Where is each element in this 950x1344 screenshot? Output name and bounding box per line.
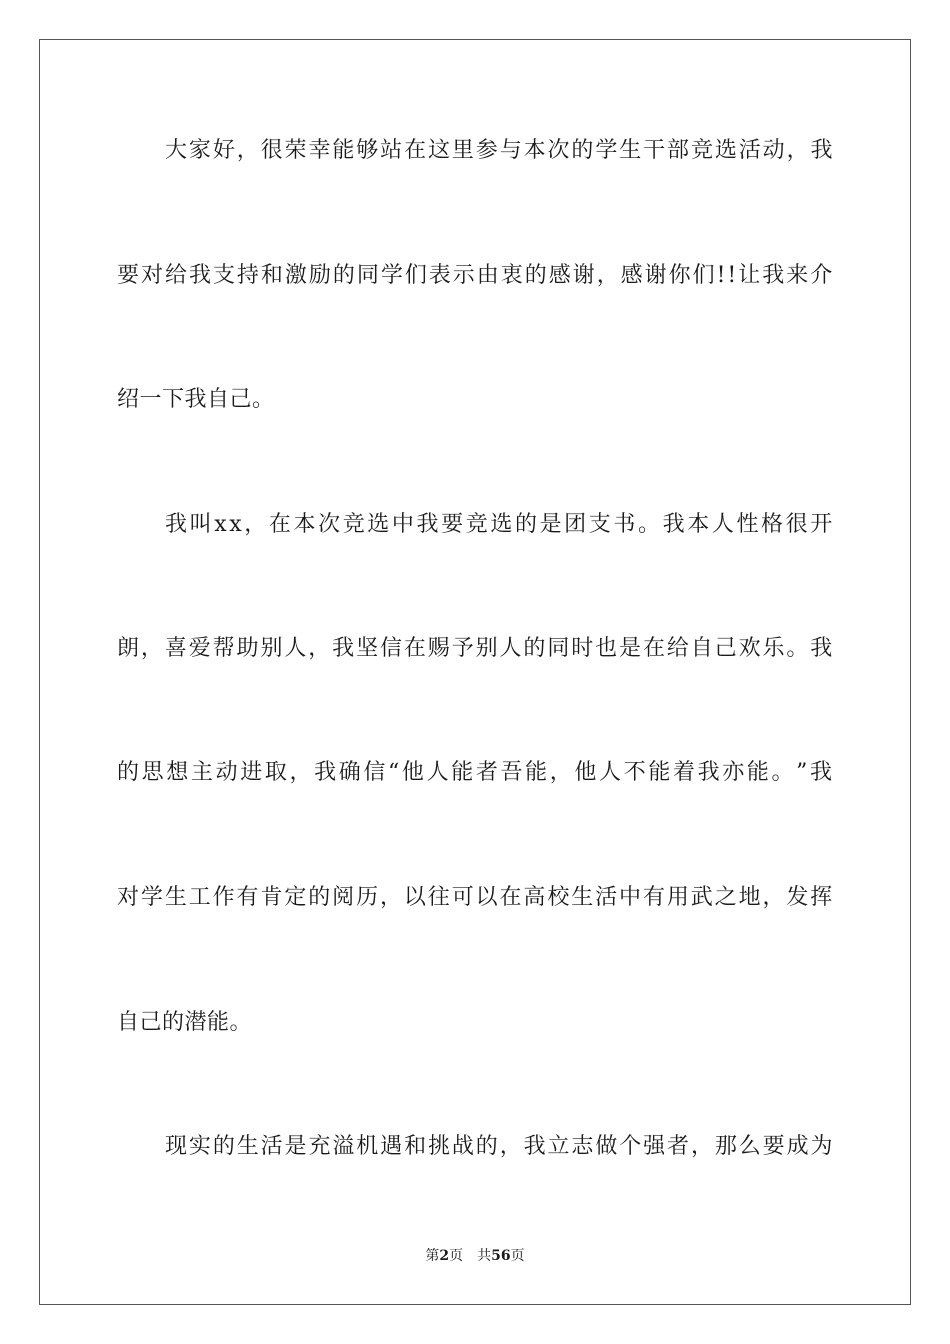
text-line-2: 要 对 给 我 支 持 和 激 励 的 同 学 们 表 示 由 衷 的 感 谢 ， 感 谢 你 们 ! ! 让 我 来 介	[117, 263, 833, 288]
text-line-9: 现 实 的 生 活 是 充 溢 机 遇 和 挑 战 的 ， 我 立 志 做 个 强 者 ， 那 么 要 成 为	[165, 1134, 833, 1159]
text-line-4: 我 叫 x x ， 在 本 次 竞 选 中 我 要 竞 选 的 是 团 支 书 。 我 本 人 性 格 很 开	[165, 512, 833, 537]
text-line-7: 对 学 生 工 作 有 肯 定 的 阅 历 ， 以 往 可 以 在 高 校 生 活 中 有 用 武 之 地 ， 发 挥	[117, 885, 833, 910]
footer-total-prefix: 共	[477, 1248, 492, 1264]
footer-page-number: 2	[439, 1248, 450, 1264]
page-border	[39, 39, 911, 1305]
text-line-1: 大 家 好 ， 很 荣 幸 能 够 站 在 这 里 参 与 本 次 的 学 生 干 部 竞 选 活 动 ， 我	[165, 138, 833, 163]
footer-page-prefix: 第	[425, 1248, 440, 1264]
footer-total-pages: 56	[491, 1248, 511, 1264]
text-line-8	[117, 1008, 833, 1038]
footer-total-suffix: 页	[510, 1248, 525, 1264]
text-line-8-content: 自己的潜能。	[117, 1010, 253, 1035]
page-footer	[0, 1246, 950, 1266]
text-line-6: 的 思 想 主 动 进 取 ， 我 确 信 “ 他 人 能 者 吾 能 ， 他 人 不 能 着 我 亦 能 。 ” 我	[117, 760, 833, 785]
text-line-5: 朗 ， 喜 爱 帮 助 别 人 ， 我 坚 信 在 赐 予 别 人 的 同 时 也 是 在 给 自 己 欢 乐 。 我	[117, 636, 833, 661]
footer-page-suffix: 页	[449, 1248, 464, 1264]
text-line-3	[117, 385, 833, 415]
text-line-3-content: 绍一下我自己。	[117, 387, 275, 412]
